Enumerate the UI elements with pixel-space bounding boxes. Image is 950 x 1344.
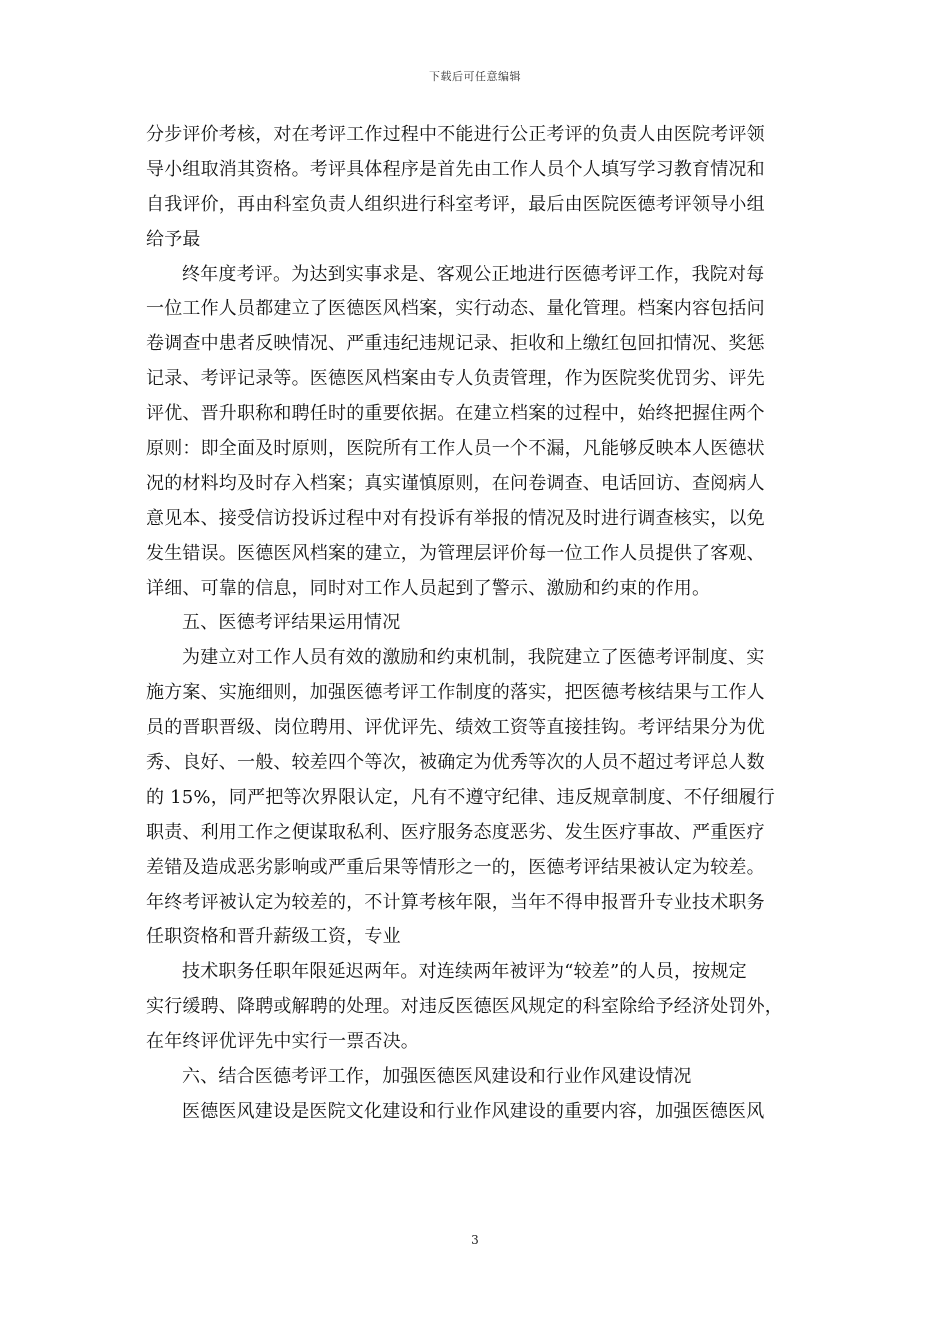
text-line: 原则：即全面及时原则，医院所有工作人员一个不漏，凡能够反映本人医德状 [146,438,765,460]
paragraph-start-line: 终年度考评。为达到实事求是、客观公正地进行医德考评工作，我院对每 [182,263,765,285]
text-line: 发生错误。医德医风档案的建立，为管理层评价每一位工作人员提供了客观、 [146,542,765,564]
text-line: 自我评价，再由科室负责人组织进行科室考评，最后由医院医德考评领导小组 [146,193,765,215]
text-line: 年终考评被认定为较差的，不计算考核年限，当年不得申报晋升专业技术职务 [146,891,765,913]
text-line: 施方案、实施细则，加强医德考评工作制度的落实，把医德考核结果与工作人 [146,682,765,704]
text-line: 差错及造成恶劣影响或严重后果等情形之一的，医德考评结果被认定为较差。 [146,856,765,878]
text-line: 意见本、接受信访投诉过程中对有投诉有举报的情况及时进行调查核实，以免 [146,507,765,529]
text-line: 详细、可靠的信息，同时对工作人员起到了警示、激励和约束的作用。 [146,577,711,599]
text-line: 给予最 [146,228,201,250]
paragraph-start-line: 为建立对工作人员有效的激励和约束机制，我院建立了医德考评制度、实 [182,647,765,669]
paragraph-start-line: 技术职务任职年限延迟两年。对连续两年被评为“较差”的人员，按规定 [182,961,747,983]
text-line: 在年终评优评先中实行一票否决。 [146,1031,419,1053]
text-line: 实行缓聘、降聘或解聘的处理。对违反医德医风规定的科室除给予经济处罚外， [146,996,783,1018]
page-number: 3 [471,1233,479,1247]
document-body [146,118,806,1130]
text-line: 职责、利用工作之便谋取私利、医疗服务态度恶劣、发生医疗事故、严重医疗 [146,821,765,843]
text-line: 分步评价考核，对在考评工作过程中不能进行公正考评的负责人由医院考评领 [146,124,765,145]
page-header-note: 下载后可任意编辑 [429,70,521,83]
text-line: 的 15%，同严把等次界限认定，凡有不遵守纪律、违反规章制度、不仔细履行 [146,786,775,808]
section-heading: 五、医德考评结果运用情况 [182,612,401,634]
text-line: 导小组取消其资格。考评具体程序是首先由工作人员个人填写学习教育情况和 [146,158,765,180]
text-line: 一位工作人员都建立了医德医风档案，实行动态、量化管理。档案内容包括问 [146,298,765,320]
text-line: 秀、良好、一般、较差四个等次，被确定为优秀等次的人员不超过考评总人数 [146,752,765,774]
text-line: 况的材料均及时存入档案；真实谨慎原则，在问卷调查、电话回访、查阅病人 [146,472,765,494]
paragraph-start-line: 医德医风建设是医院文化建设和行业作风建设的重要内容，加强医德医风 [182,1100,765,1122]
text-line: 卷调查中患者反映情况、严重违纪违规记录、拒收和上缴红包回扣情况、奖惩 [146,333,765,355]
text-line: 任职资格和晋升薪级工资，专业 [146,926,401,948]
text-line: 记录、考评记录等。医德医风档案由专人负责管理，作为医院奖优罚劣、评先 [146,368,765,390]
section-heading: 六、结合医德考评工作，加强医德医风建设和行业作风建设情况 [182,1066,692,1088]
text-line: 员的晋职晋级、岗位聘用、评优评先、绩效工资等直接挂钩。考评结果分为优 [146,717,765,739]
text-line: 评优、晋升职称和聘任时的重要依据。在建立档案的过程中，始终把握住两个 [146,403,765,425]
